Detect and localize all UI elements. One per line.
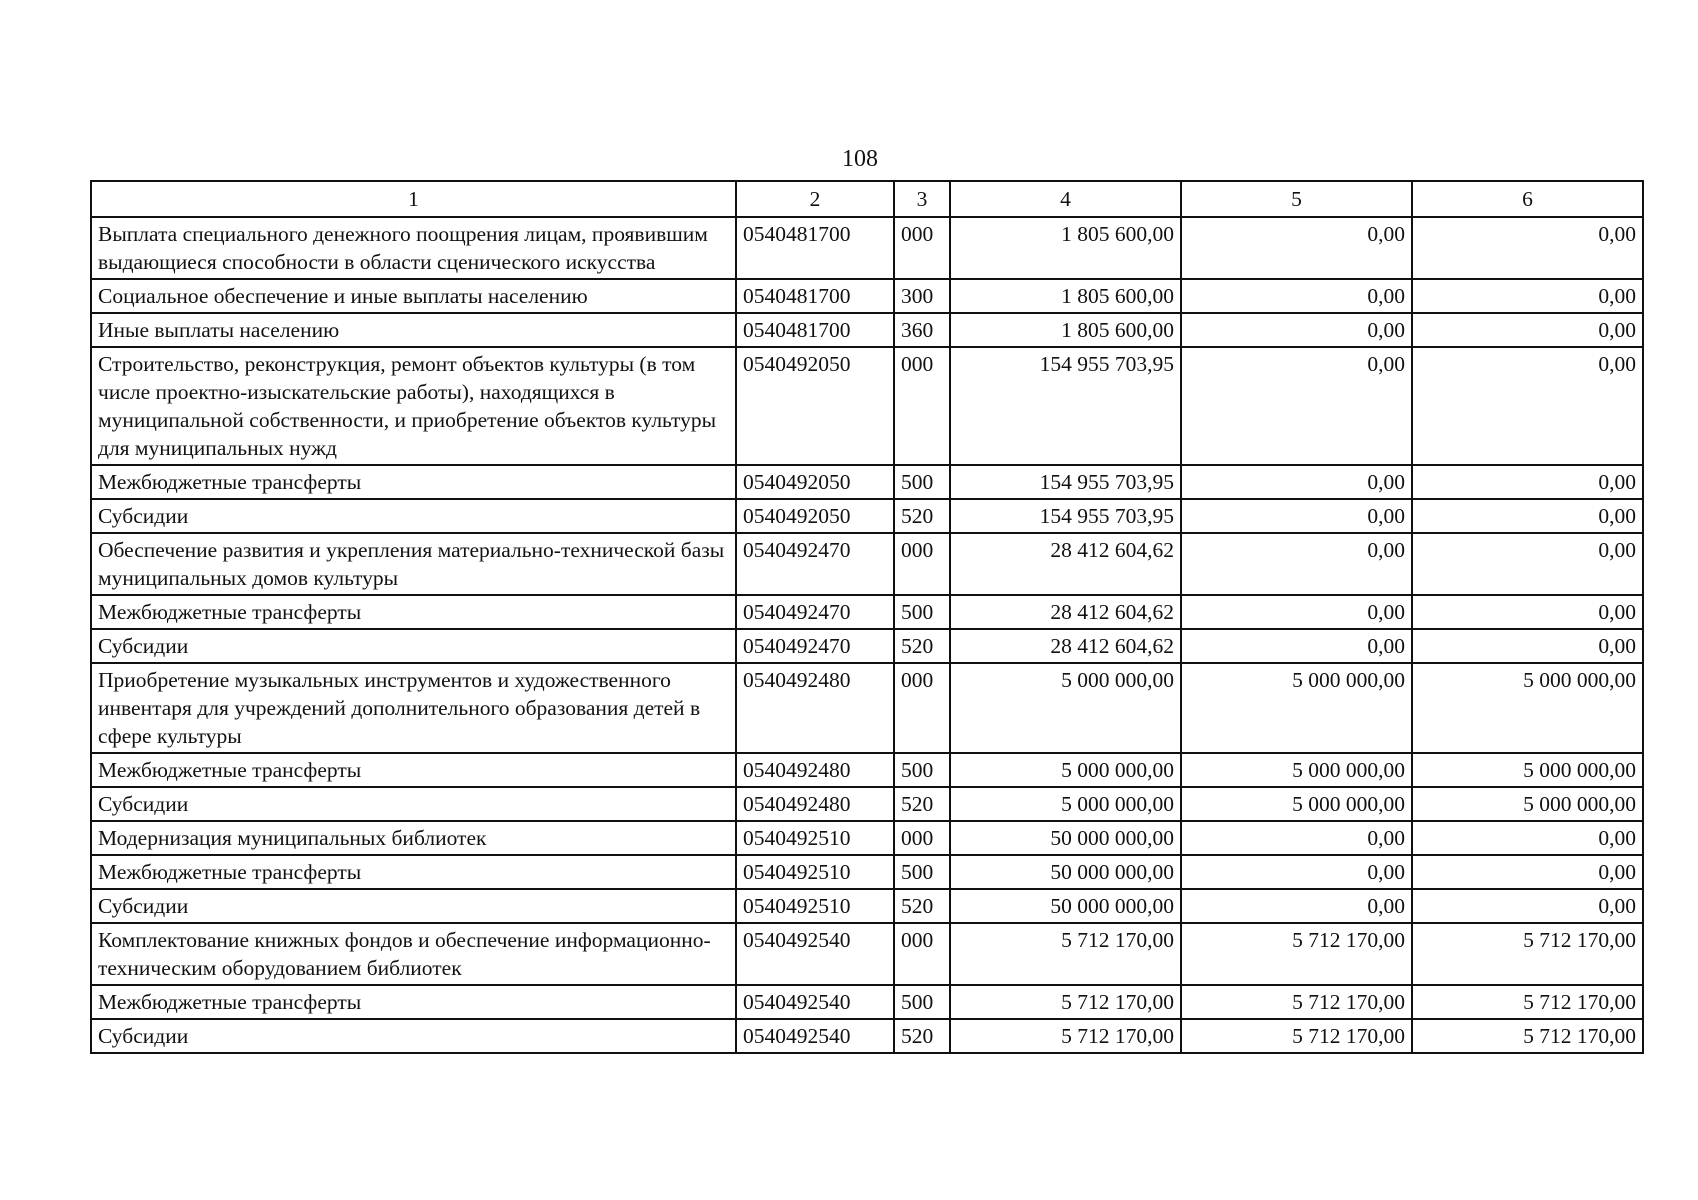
amount-col6-cell: 5 712 170,00 xyxy=(1412,923,1643,985)
table-row xyxy=(91,663,1643,753)
expense-type-cell: 500 xyxy=(894,985,950,1019)
target-code-cell: 0540492540 xyxy=(736,923,894,985)
amount-col6-cell: 0,00 xyxy=(1412,595,1643,629)
amount-col6-cell: 0,00 xyxy=(1412,889,1643,923)
table-row xyxy=(91,533,1643,595)
target-code-cell: 0540492510 xyxy=(736,855,894,889)
amount-col6-cell: 0,00 xyxy=(1412,629,1643,663)
expense-type-cell: 000 xyxy=(894,533,950,595)
row-name-cell: Социальное обеспечение и иные выплаты населению xyxy=(91,279,736,313)
target-code-cell: 0540492050 xyxy=(736,499,894,533)
column-number-row xyxy=(91,181,1643,217)
expense-type-cell: 000 xyxy=(894,217,950,279)
expense-type-cell: 520 xyxy=(894,629,950,663)
row-name-cell: Приобретение музыкальных инструментов и художественного инвентаря для учреждений дополнительного образования детей в сфере культуры xyxy=(91,663,736,753)
amount-col6-cell: 0,00 xyxy=(1412,499,1643,533)
amount-col4-cell: 5 000 000,00 xyxy=(950,753,1181,787)
column-header-6: 6 xyxy=(1412,181,1643,217)
amount-col6-cell: 5 000 000,00 xyxy=(1412,787,1643,821)
table-row xyxy=(91,923,1643,985)
table-row xyxy=(91,889,1643,923)
target-code-cell: 0540492540 xyxy=(736,1019,894,1053)
table-row xyxy=(91,217,1643,279)
amount-col4-cell: 28 412 604,62 xyxy=(950,629,1181,663)
amount-col6-cell: 0,00 xyxy=(1412,217,1643,279)
amount-col6-cell: 5 712 170,00 xyxy=(1412,985,1643,1019)
amount-col4-cell: 154 955 703,95 xyxy=(950,347,1181,465)
column-header-2: 2 xyxy=(736,181,894,217)
row-name-cell: Межбюджетные трансферты xyxy=(91,465,736,499)
row-name-cell: Межбюджетные трансферты xyxy=(91,753,736,787)
budget-table xyxy=(90,180,1644,1054)
amount-col4-cell: 1 805 600,00 xyxy=(950,279,1181,313)
target-code-cell: 0540492480 xyxy=(736,787,894,821)
amount-col4-cell: 28 412 604,62 xyxy=(950,595,1181,629)
amount-col5-cell: 0,00 xyxy=(1181,821,1412,855)
amount-col6-cell: 0,00 xyxy=(1412,279,1643,313)
amount-col4-cell: 1 805 600,00 xyxy=(950,313,1181,347)
target-code-cell: 0540481700 xyxy=(736,279,894,313)
amount-col6-cell: 0,00 xyxy=(1412,313,1643,347)
amount-col5-cell: 0,00 xyxy=(1181,533,1412,595)
amount-col6-cell: 0,00 xyxy=(1412,465,1643,499)
row-name-cell: Субсидии xyxy=(91,1019,736,1053)
expense-type-cell: 000 xyxy=(894,347,950,465)
expense-type-cell: 500 xyxy=(894,753,950,787)
amount-col4-cell: 5 712 170,00 xyxy=(950,923,1181,985)
target-code-cell: 0540492540 xyxy=(736,985,894,1019)
row-name-cell: Межбюджетные трансферты xyxy=(91,855,736,889)
amount-col5-cell: 5 000 000,00 xyxy=(1181,663,1412,753)
amount-col5-cell: 0,00 xyxy=(1181,217,1412,279)
amount-col5-cell: 5 712 170,00 xyxy=(1181,923,1412,985)
table-row xyxy=(91,985,1643,1019)
row-name-cell: Выплата специального денежного поощрения лицам, проявившим выдающиеся способности в области сценического искусства xyxy=(91,217,736,279)
expense-type-cell: 360 xyxy=(894,313,950,347)
table-row xyxy=(91,629,1643,663)
amount-col5-cell: 5 712 170,00 xyxy=(1181,985,1412,1019)
table-row xyxy=(91,313,1643,347)
amount-col4-cell: 154 955 703,95 xyxy=(950,465,1181,499)
amount-col5-cell: 0,00 xyxy=(1181,629,1412,663)
expense-type-cell: 300 xyxy=(894,279,950,313)
target-code-cell: 0540492470 xyxy=(736,629,894,663)
row-name-cell: Субсидии xyxy=(91,499,736,533)
page-number: 108 xyxy=(842,146,878,172)
target-code-cell: 0540492050 xyxy=(736,465,894,499)
target-code-cell: 0540492510 xyxy=(736,889,894,923)
amount-col5-cell: 0,00 xyxy=(1181,595,1412,629)
amount-col6-cell: 0,00 xyxy=(1412,821,1643,855)
column-header-3: 3 xyxy=(894,181,950,217)
expense-type-cell: 500 xyxy=(894,855,950,889)
amount-col4-cell: 5 000 000,00 xyxy=(950,663,1181,753)
row-name-cell: Строительство, реконструкция, ремонт объектов культуры (в том числе проектно-изыскательские работы), находящихся в муниципальной собственности, и приобретение объектов культуры для муниципальных нужд xyxy=(91,347,736,465)
amount-col6-cell: 5 000 000,00 xyxy=(1412,663,1643,753)
table-row xyxy=(91,465,1643,499)
table-row xyxy=(91,787,1643,821)
table-row xyxy=(91,347,1643,465)
row-name-cell: Комплектование книжных фондов и обеспечение информационно-техническим оборудованием библиотек xyxy=(91,923,736,985)
expense-type-cell: 000 xyxy=(894,923,950,985)
table-row xyxy=(91,279,1643,313)
expense-type-cell: 000 xyxy=(894,663,950,753)
amount-col5-cell: 5 000 000,00 xyxy=(1181,787,1412,821)
column-header-1: 1 xyxy=(91,181,736,217)
amount-col5-cell: 5 712 170,00 xyxy=(1181,1019,1412,1053)
amount-col6-cell: 0,00 xyxy=(1412,347,1643,465)
table-row xyxy=(91,499,1643,533)
amount-col4-cell: 154 955 703,95 xyxy=(950,499,1181,533)
amount-col4-cell: 50 000 000,00 xyxy=(950,821,1181,855)
amount-col4-cell: 50 000 000,00 xyxy=(950,855,1181,889)
expense-type-cell: 520 xyxy=(894,889,950,923)
target-code-cell: 0540492470 xyxy=(736,595,894,629)
table-row xyxy=(91,821,1643,855)
target-code-cell: 0540492510 xyxy=(736,821,894,855)
column-header-4: 4 xyxy=(950,181,1181,217)
amount-col4-cell: 50 000 000,00 xyxy=(950,889,1181,923)
table-row xyxy=(91,1019,1643,1053)
row-name-cell: Субсидии xyxy=(91,889,736,923)
amount-col4-cell: 5 712 170,00 xyxy=(950,985,1181,1019)
amount-col5-cell: 5 000 000,00 xyxy=(1181,753,1412,787)
target-code-cell: 0540492470 xyxy=(736,533,894,595)
amount-col5-cell: 0,00 xyxy=(1181,279,1412,313)
amount-col5-cell: 0,00 xyxy=(1181,855,1412,889)
table-row xyxy=(91,595,1643,629)
expense-type-cell: 520 xyxy=(894,787,950,821)
amount-col6-cell: 5 000 000,00 xyxy=(1412,753,1643,787)
amount-col5-cell: 0,00 xyxy=(1181,313,1412,347)
row-name-cell: Иные выплаты населению xyxy=(91,313,736,347)
target-code-cell: 0540492480 xyxy=(736,663,894,753)
amount-col5-cell: 0,00 xyxy=(1181,465,1412,499)
amount-col4-cell: 5 712 170,00 xyxy=(950,1019,1181,1053)
target-code-cell: 0540481700 xyxy=(736,217,894,279)
amount-col6-cell: 0,00 xyxy=(1412,533,1643,595)
target-code-cell: 0540492480 xyxy=(736,753,894,787)
amount-col4-cell: 5 000 000,00 xyxy=(950,787,1181,821)
amount-col4-cell: 1 805 600,00 xyxy=(950,217,1181,279)
row-name-cell: Межбюджетные трансферты xyxy=(91,595,736,629)
expense-type-cell: 520 xyxy=(894,1019,950,1053)
amount-col5-cell: 0,00 xyxy=(1181,347,1412,465)
table-row xyxy=(91,855,1643,889)
amount-col5-cell: 0,00 xyxy=(1181,889,1412,923)
expense-type-cell: 000 xyxy=(894,821,950,855)
amount-col6-cell: 0,00 xyxy=(1412,855,1643,889)
table-row xyxy=(91,753,1643,787)
row-name-cell: Модернизация муниципальных библиотек xyxy=(91,821,736,855)
row-name-cell: Субсидии xyxy=(91,629,736,663)
row-name-cell: Обеспечение развития и укрепления материально-технической базы муниципальных домов культуры xyxy=(91,533,736,595)
target-code-cell: 0540492050 xyxy=(736,347,894,465)
amount-col5-cell: 0,00 xyxy=(1181,499,1412,533)
row-name-cell: Межбюджетные трансферты xyxy=(91,985,736,1019)
amount-col4-cell: 28 412 604,62 xyxy=(950,533,1181,595)
column-header-5: 5 xyxy=(1181,181,1412,217)
expense-type-cell: 500 xyxy=(894,595,950,629)
expense-type-cell: 520 xyxy=(894,499,950,533)
amount-col6-cell: 5 712 170,00 xyxy=(1412,1019,1643,1053)
expense-type-cell: 500 xyxy=(894,465,950,499)
row-name-cell: Субсидии xyxy=(91,787,736,821)
target-code-cell: 0540481700 xyxy=(736,313,894,347)
